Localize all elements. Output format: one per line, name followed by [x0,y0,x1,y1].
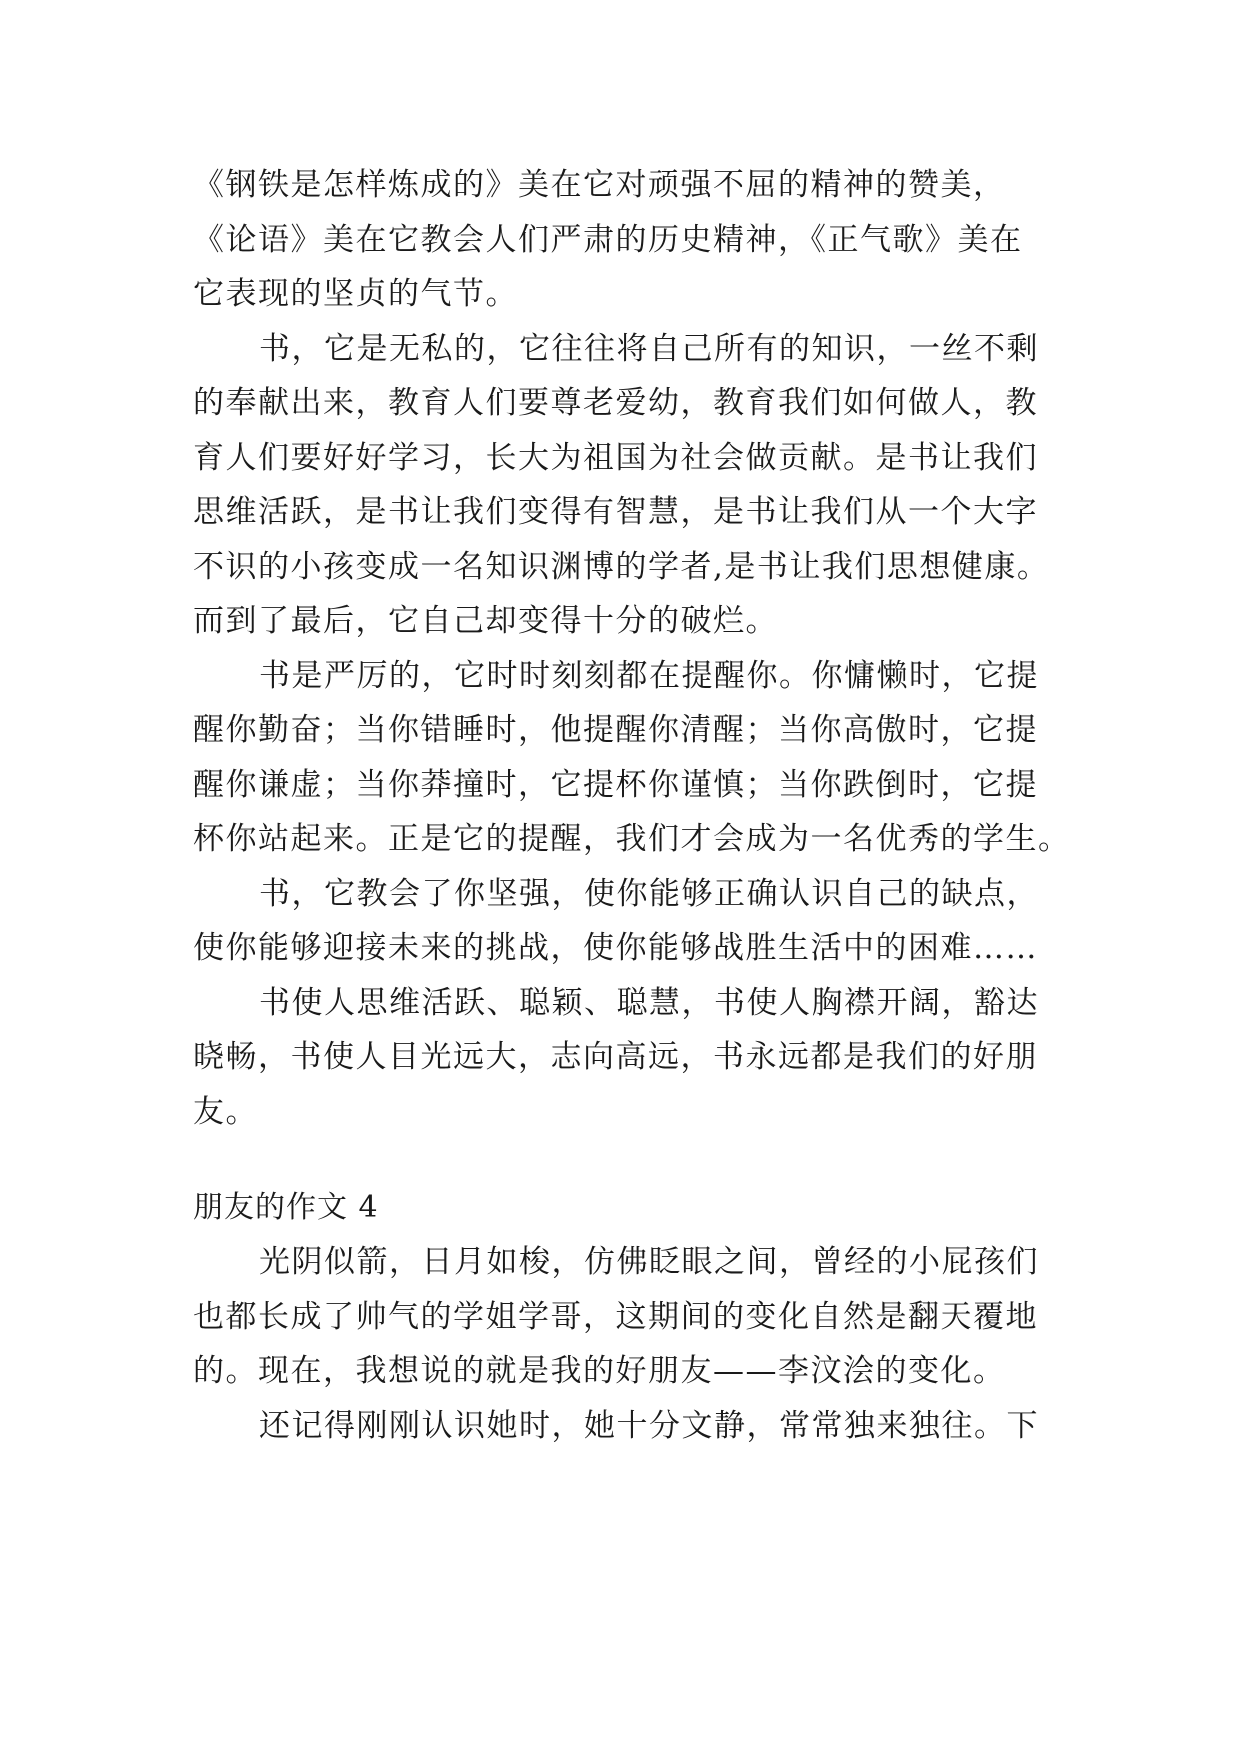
paragraph-line: 思维活跃，是书让我们变得有智慧，是书让我们从一个大字 [193,494,1038,530]
paragraph-1 [193,158,1055,322]
paragraph-line: 而到了最后，它自己却变得十分的破烂。 [193,603,778,639]
paragraph-line: 《钢铁是怎样炼成的》美在它对顽强不屈的精神的赞美， [193,167,1006,203]
section-spacer [193,1139,1055,1181]
paragraph-line: 杯你站起来。正是它的提醒，我们才会成为一名优秀的学生。 [193,821,1071,857]
paragraph-4 [193,867,1055,976]
paragraph-line: 的奉献出来，教育人们要尊老爱幼，教育我们如何做人，教 [193,385,1038,421]
paragraph-line: 书使人思维活跃、聪颖、聪慧，书使人胸襟开阔，豁达 [259,984,1039,1021]
paragraph-line: 醒你勤奋；当你错睡时，他提醒你清醒；当你高傲时，它提 [193,712,1038,748]
paragraph-line: 它表现的坚贞的气节。 [193,276,518,312]
paragraph-line: 不识的小孩变成一名知识渊博的学者,是书让我们思想健康。 [193,548,1050,585]
paragraph-line: 也都长成了帅气的学姐学哥，这期间的变化自然是翻天覆地 [193,1298,1038,1335]
paragraph-line: 光阴似箭，日月如梭，仿佛眨眼之间，曾经的小屁孩们 [259,1244,1039,1280]
paragraph-line: 还记得刚刚认识她时，她十分文静，常常独来独往。下 [259,1407,1039,1444]
paragraph-line: 的。现在，我想说的就是我的好朋友——李汶浍的变化。 [193,1353,1006,1389]
paragraph-line: 《论语》美在它教会人们严肃的历史精神，《正气歌》美在 [193,221,1023,258]
paragraph-line: 书，它是无私的，它往往将自己所有的知识，一丝不剩 [259,330,1039,367]
paragraph-2 [193,322,1055,649]
section-heading: 朋友的作文 4 [193,1190,379,1225]
paragraph-6 [193,1235,1055,1399]
paragraph-line: 友。 [193,1093,258,1130]
paragraph-line: 使你能够迎接未来的挑战，使你能够战胜生活中的困难…… [193,930,1038,966]
document-body [193,158,1071,1453]
paragraph-line: 醒你谦虚；当你莽撞时，它提杯你谨慎；当你跌倒时，它提 [193,766,1038,803]
paragraph-line: 育人们要好好学习，长大为祖国为社会做贡献。是书让我们 [193,439,1038,476]
paragraph-line: 书是严厉的，它时时刻刻都在提醒你。你慵懒时，它提 [259,657,1039,694]
paragraph-3 [193,649,1071,867]
paragraph-line: 晓畅，书使人目光远大，志向高远，书永远都是我们的好朋 [193,1039,1038,1075]
paragraph-7 [193,1399,1055,1454]
paragraph-line: 书，它教会了你坚强，使你能够正确认识自己的缺点， [259,875,1039,912]
paragraph-5 [193,976,1055,1140]
